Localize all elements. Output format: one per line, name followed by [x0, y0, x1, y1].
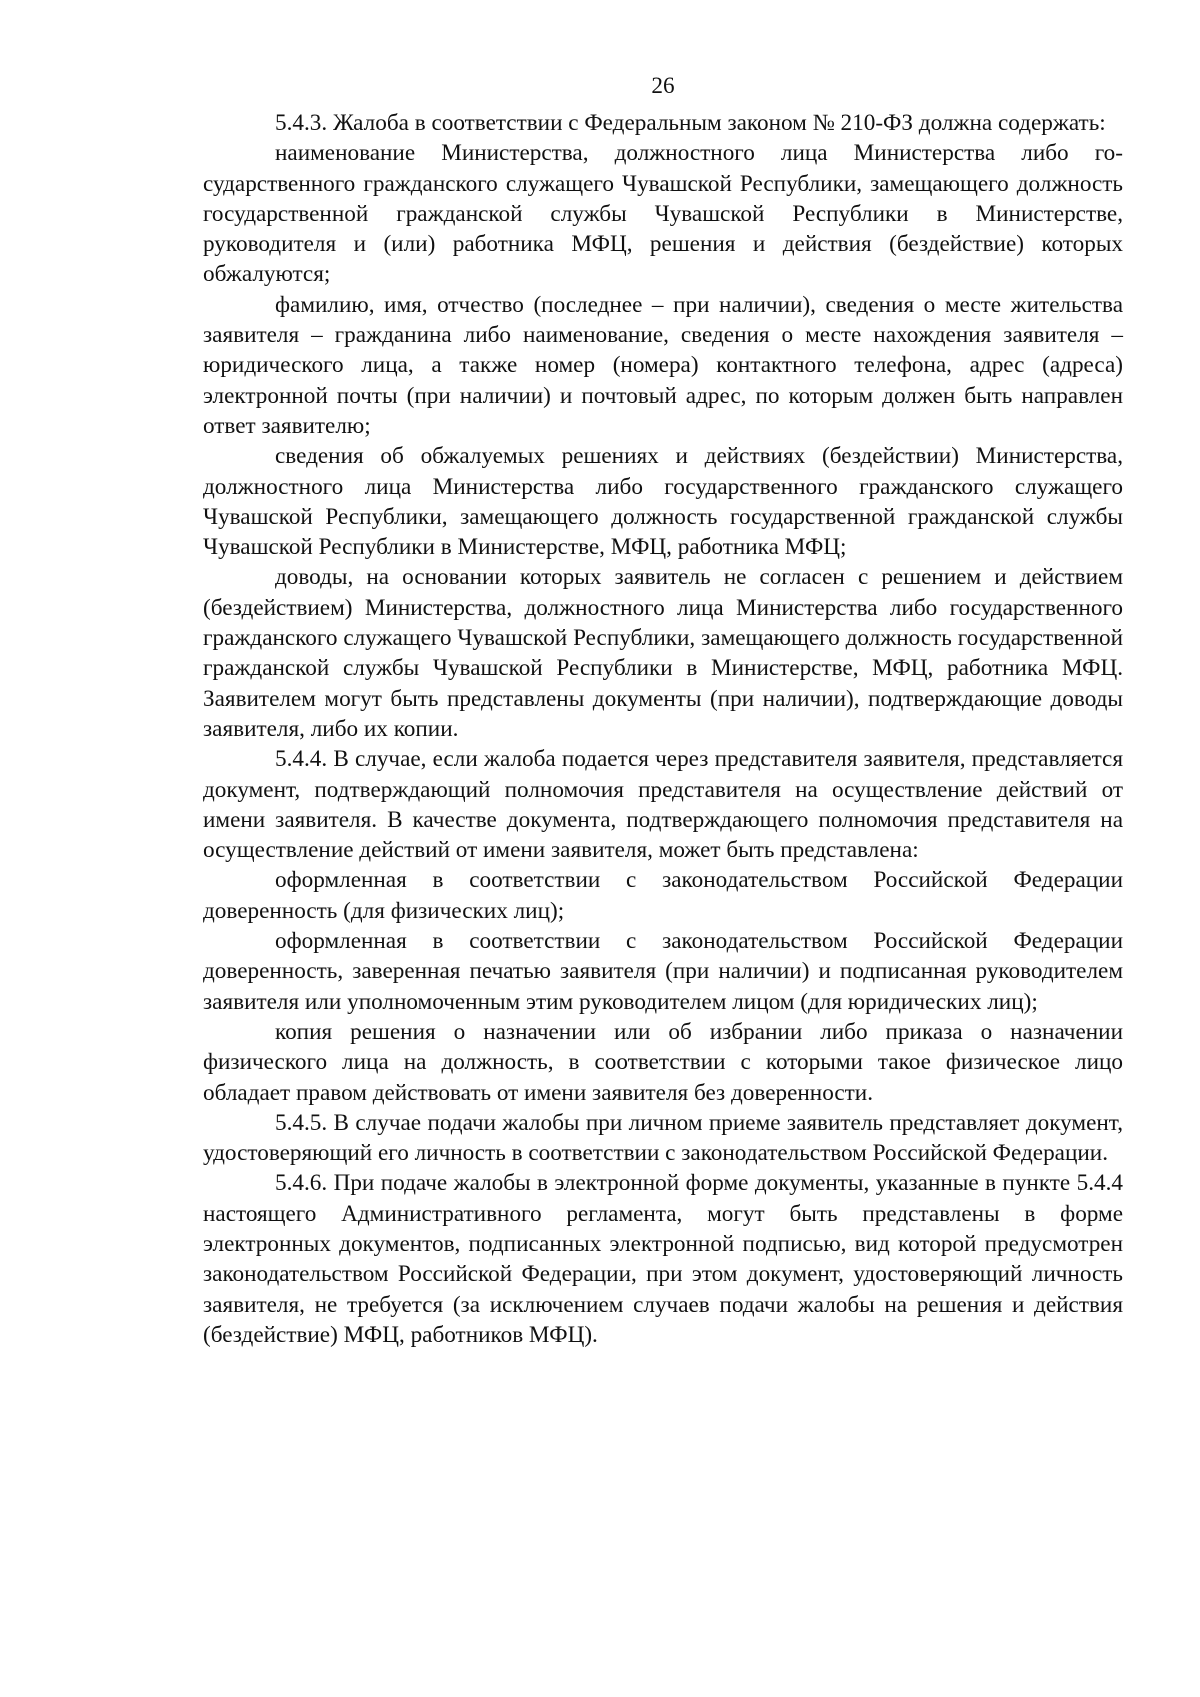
paragraph-item-individual-power: оформленная в соответствии с законодательством Российской Федерации доверенность (для физических лиц); [203, 867, 1123, 924]
paragraph-5-4-4: 5.4.4. В случае, если жалоба подается через представителя заявителя, представляется документ, подтверждающий полномочия представителя на осуществление действий от имени заявителя. В качестве документа, подтверждающего полномочия представителя на осуществление действий от имени заявителя, может быть представлена: [203, 746, 1123, 864]
paragraph-item-legal-power: оформленная в соответствии с законодательством Российской Федерации доверенность, заверенная печатью заявителя (при наличии) и подписанная руководителем заявителя или уполномоченным этим руководителем лицом (для юридических лиц); [203, 928, 1123, 1015]
paragraph-item-name: наименование Министерства, должностного лица Министерства либо государственного гражданского служащего Чувашской Республики, замещающего должность государственной гражданской службы Чувашской Республики в Министерстве, руководителя и (или) работника МФЦ, решения и действия (бездействие) которых обжалуются; [203, 140, 1123, 288]
document-page [203, 64, 1123, 1350]
page-number: 26 [651, 73, 675, 99]
paragraph-item-applicant-info: фамилию, имя, отчество (последнее – при наличии), сведения о месте жительства заявителя – гражданина либо наименование, сведения о месте нахождения заявителя – юридического лица, а также номер (номера) контактного телефона, адрес (адреса) электронной почты (при наличии) и почтовый адрес, по которым должен быть направлен ответ заявителю; [203, 291, 1123, 439]
paragraph-item-arguments: доводы, на основании которых заявитель не согласен с решением и действием (бездействием) Министерства, должностного лица Министерства либо государственного гражданского служащего Чувашской Республики, замещающего должность государственной гражданской службы Чувашской Республики в Министерстве, МФЦ, работника МФЦ. Заявителем могут быть представлены документы (при наличии), подтверждающие доводы заявителя, либо их копии. [203, 564, 1123, 742]
paragraph-5-4-5: 5.4.5. В случае подачи жалобы при личном приеме заявитель представляет документ, удостоверяющий его личность в соответствии с законодательством Российской Федерации. [203, 1109, 1123, 1167]
paragraph-item-decisions: сведения об обжалуемых решениях и действиях (бездействии) Министерства, должностного лица Министерства либо государственного гражданского служащего Чувашской Республики, замещающего должность государственной гражданской службы Чувашской Республики в Министерстве, МФЦ, работника МФЦ; [203, 443, 1123, 561]
paragraph-5-4-6: 5.4.6. При подаче жалобы в электронной форме документы, указанные в пункте 5.4.4 настоящего Административного регламента, могут быть представлены в форме электронных документов, подписанных электронной подписью, вид которой предусмотрен законодательством Российской Федерации, при этом документ, удостоверяющий личность заявителя, не требуется (за исключением случаев подачи жалобы на решения и действия (бездействие) МФЦ, работников МФЦ). [203, 1170, 1123, 1348]
paragraph-item-appointment-copy: копия решения о назначении или об избрании либо приказа о назначении физического лица на должность, в соответствии с которыми такое физическое лицо обладает правом действовать от имени заявителя без доверенности. [203, 1018, 1123, 1106]
paragraph-5-4-3: 5.4.3. Жалоба в соответствии с Федеральным законом № 210-ФЗ должна содержать: [275, 110, 1106, 136]
